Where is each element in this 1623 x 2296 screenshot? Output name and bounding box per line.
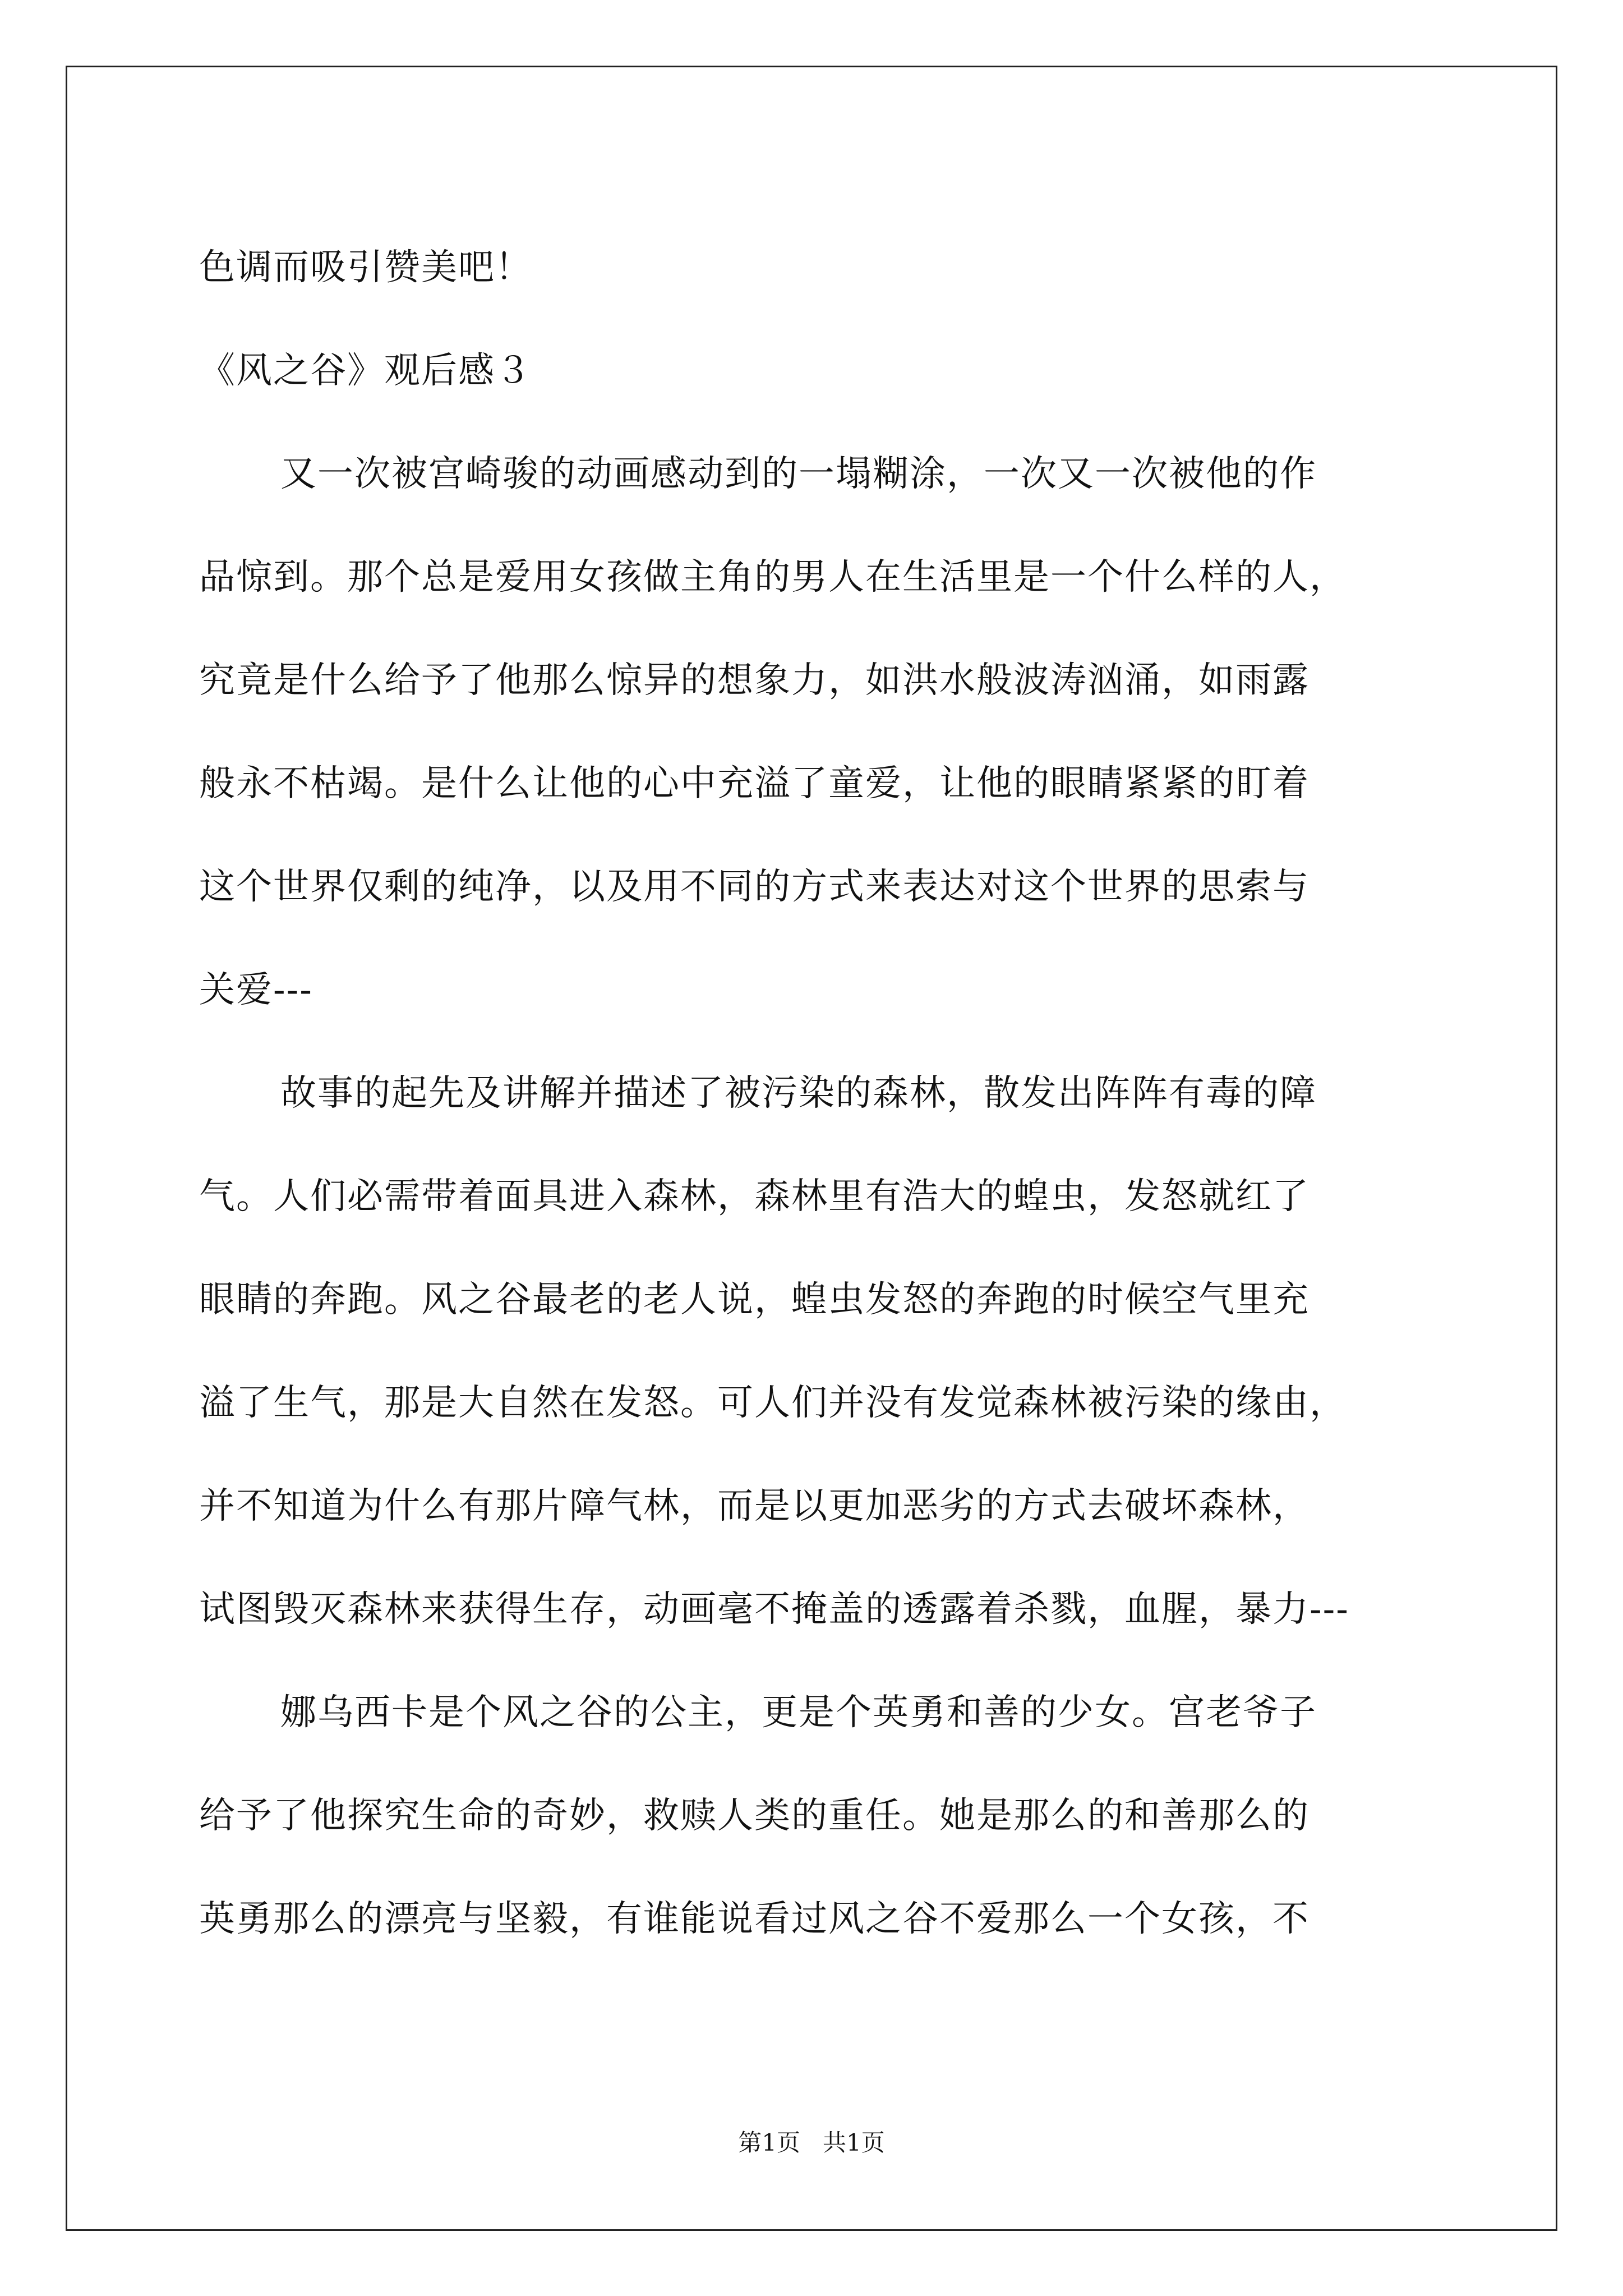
text-line: 娜乌西卡是个风之谷的公主，更是个英勇和善的少女。宫老爷子 bbox=[280, 1692, 1317, 1733]
page-number: 第1页 bbox=[738, 2129, 800, 2156]
text-line: 试图毁灭森林来获得生存，动画毫不掩盖的透露着杀戮，血腥，暴力--- bbox=[199, 1589, 1349, 1630]
text-line: 并不知道为什么有那片障气林，而是以更加恶劣的方式去破坏森林， bbox=[199, 1485, 1310, 1527]
text-line: 气。人们必需带着面具进入森林，森林里有浩大的蝗虫，发怒就红了 bbox=[199, 1176, 1310, 1217]
page-total: 共1页 bbox=[823, 2129, 885, 2156]
text-line: 般永不枯竭。是什么让他的心中充溢了童爱，让他的眼睛紧紧的盯着 bbox=[199, 763, 1310, 804]
document-body bbox=[199, 216, 1455, 1971]
text-line: 这个世界仅剩的纯净，以及用不同的方式来表达对这个世界的思索与 bbox=[199, 866, 1310, 908]
text-line: 色调而吸引赞美吧！ bbox=[199, 247, 532, 288]
text-line: 品惊到。那个总是爱用女孩做主角的男人在生活里是一个什么样的人， bbox=[199, 556, 1347, 598]
text-line: 关爱--- bbox=[199, 969, 313, 1011]
text-line: 究竟是什么给予了他那么惊异的想象力，如洪水般波涛汹涌，如雨露 bbox=[199, 660, 1310, 701]
text-line: 英勇那么的漂亮与坚毅，有谁能说看过风之谷不爱那么一个女孩，不 bbox=[199, 1898, 1310, 1940]
text-line: 又一次被宫崎骏的动画感动到的一塌糊涂，一次又一次被他的作 bbox=[280, 453, 1317, 495]
section-title: 《风之谷》观后感３ bbox=[199, 350, 532, 392]
text-line: 眼睛的奔跑。风之谷最老的老人说，蝗虫发怒的奔跑的时候空气里充 bbox=[199, 1279, 1310, 1320]
text-line: 给予了他探究生命的奇妙，救赎人类的重任。她是那么的和善那么的 bbox=[199, 1795, 1310, 1837]
page-footer bbox=[0, 2126, 1623, 2160]
text-line: 溢了生气，那是大自然在发怒。可人们并没有发觉森林被污染的缘由， bbox=[199, 1382, 1347, 1424]
text-line: 故事的起先及讲解并描述了被污染的森林，散发出阵阵有毒的障 bbox=[280, 1073, 1317, 1114]
